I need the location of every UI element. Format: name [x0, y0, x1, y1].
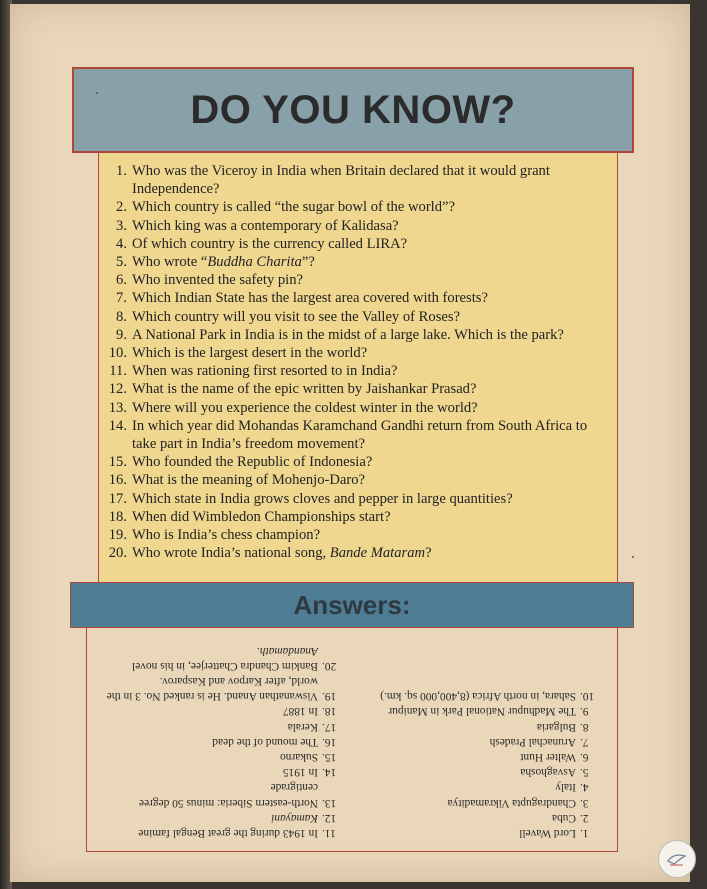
question-number: 10.: [108, 345, 127, 362]
answer-item: [362, 688, 598, 703]
question-number: 6.: [116, 272, 127, 289]
question-number: 9.: [116, 326, 127, 343]
answer-number: 15.: [322, 750, 337, 763]
answer-item: [104, 764, 340, 779]
answer-number: 11.: [322, 827, 336, 839]
answers-column-left: [362, 638, 598, 840]
question-item: [104, 544, 604, 562]
answer-text: Sahara, in north Africa (8,400,000 sq. km.): [380, 690, 576, 703]
answer-text: Bankim Chandra Chatterjee, in his novel: [131, 659, 318, 672]
bird-icon: [665, 847, 689, 871]
question-item: [104, 471, 604, 489]
trailing-text: ”?: [301, 254, 315, 271]
answer-number: 12.: [322, 811, 337, 824]
answer-number: 9.: [580, 705, 589, 718]
answer-item: [362, 718, 598, 733]
italic-title: Kamayani: [271, 811, 318, 824]
question-text: Which Indian State has the largest area covered with forests?: [132, 290, 488, 307]
question-text: Which country will you visit to see the Valley of Roses?: [132, 308, 461, 325]
answer-text: Cuba: [551, 811, 576, 824]
question-item: [104, 344, 604, 362]
question-item: [104, 235, 604, 253]
question-number: 3.: [116, 217, 127, 234]
question-text: Of which country is the currency called LIRA?: [132, 235, 408, 252]
question-text: Who is India’s chess champion?: [132, 527, 321, 544]
question-item: [104, 453, 604, 471]
question-item: [104, 198, 604, 216]
answer-number: 5.: [580, 766, 589, 779]
question-item: [104, 490, 604, 508]
answer-text: Lord Wavell: [519, 827, 576, 839]
answer-item: [362, 764, 598, 779]
question-item: [104, 271, 604, 289]
answer-text: The Madhupur National Park in Manipur: [388, 705, 576, 718]
question-number: 7.: [116, 290, 127, 307]
question-item: [104, 399, 604, 417]
question-text: When did Wimbledon Championships start?: [132, 508, 391, 525]
question-item: [104, 417, 604, 453]
answer-text: In 1915: [282, 766, 318, 779]
question-text: In which year did Mohandas Karamchand Gandhi return from South Africa to take part in India’s freedom movement?: [132, 417, 588, 453]
answer-item: [104, 810, 340, 825]
answer-text: The mound of the dead: [212, 735, 318, 748]
answer-text: Chandragupta Vikramaditya: [447, 796, 576, 809]
question-text: What is the name of the epic written by Jaishankar Prasad?: [132, 381, 477, 398]
answer-number: 4.: [580, 781, 589, 794]
answer-item: [362, 794, 598, 809]
answer-item: [104, 673, 340, 703]
question-number: 15.: [108, 454, 127, 471]
question-text: Which state in India grows cloves and pepper in large quantities?: [132, 490, 513, 507]
answers-upside-down: [86, 628, 618, 852]
answer-text: Viswanathan Anand. He is ranked No. 3 in the world, after Karpov and Kasparov.: [106, 674, 318, 703]
question-number: 19.: [108, 527, 127, 544]
answer-number: 7.: [580, 735, 589, 748]
question-item: [104, 362, 604, 380]
question-text: Who wrote India’s national song,: [132, 545, 330, 562]
answer-number: 18.: [322, 705, 337, 718]
answer-item: [104, 734, 340, 749]
page-title: DO YOU KNOW?: [190, 87, 516, 132]
question-text: Which king was a contemporary of Kalidasa?: [132, 217, 399, 234]
answer-item: [362, 825, 598, 840]
answer-number: 2.: [580, 811, 589, 824]
question-text: What is the meaning of Mohenjo-Daro?: [132, 472, 366, 489]
answer-item: [104, 642, 340, 672]
answer-text: In 1887: [282, 705, 318, 718]
answer-item: [362, 779, 598, 794]
question-item: [104, 217, 604, 235]
question-number: 17.: [108, 490, 127, 507]
question-text: Who wrote “: [132, 254, 208, 271]
answer-number: 13.: [322, 796, 337, 809]
answer-item: [362, 810, 598, 825]
answer-number: 17.: [322, 720, 337, 733]
question-item: [104, 380, 604, 398]
answer-text: In 1943 during the great Bengal famine: [138, 827, 318, 839]
answer-text: North-eastern Siberia: minus 50 degree centigrade: [138, 781, 318, 809]
italic-title: Anandamath: [259, 644, 318, 657]
question-number: 8.: [116, 308, 127, 325]
question-number: 13.: [108, 399, 127, 416]
question-text: Which is the largest desert in the world?: [132, 345, 368, 362]
answer-number: 19.: [322, 690, 337, 703]
question-number: 20.: [108, 545, 127, 562]
trailing-text: .: [256, 644, 260, 657]
question-number: 14.: [108, 417, 127, 434]
question-text: Who founded the Republic of Indonesia?: [132, 454, 373, 471]
italic-title: Bande Mataram: [329, 545, 426, 562]
italic-title: Buddha Charita: [207, 254, 302, 271]
answers-heading: Answers:: [293, 589, 411, 620]
question-text: Where will you experience the coldest winter in the world?: [132, 399, 478, 416]
question-item: [104, 508, 604, 526]
answer-text: Arunachal Pradesh: [489, 735, 576, 748]
question-item: [104, 526, 604, 544]
title-banner: [72, 67, 634, 153]
question-number: 12.: [108, 381, 127, 398]
answer-number: 6.: [580, 750, 589, 763]
answer-number: 1.: [580, 827, 589, 839]
question-text: When was rationing first resorted to in India?: [132, 363, 398, 380]
question-number: 2.: [116, 199, 127, 216]
answer-number: 16.: [322, 735, 337, 748]
answer-text: Bulgaria: [536, 720, 576, 733]
question-number: 1.: [116, 163, 127, 179]
question-number: 18.: [108, 508, 127, 525]
answers-column-right: [104, 638, 340, 840]
answer-text: Walter Hunt: [520, 750, 576, 763]
answer-text: Italy: [555, 781, 576, 794]
answer-item: [104, 779, 340, 809]
answer-number: 10.: [580, 690, 595, 703]
question-list: [104, 162, 604, 562]
print-speck: [96, 92, 98, 94]
answer-text: Kerala: [287, 720, 318, 733]
answer-item: [104, 825, 340, 840]
watermark-logo: [658, 840, 696, 878]
answer-text: Asvaghosha: [520, 766, 576, 779]
trailing-text: ?: [425, 545, 432, 562]
question-number: 4.: [116, 235, 127, 252]
question-text: Who invented the safety pin?: [132, 272, 304, 289]
question-item: [104, 308, 604, 326]
answer-item: [104, 703, 340, 718]
answer-item: [362, 734, 598, 749]
print-speck: [632, 556, 634, 558]
question-item: [104, 253, 604, 271]
question-text: A National Park in India is in the midst of a large lake. Which is the park?: [132, 326, 564, 343]
question-item: [104, 289, 604, 307]
question-number: 5.: [116, 254, 127, 271]
answer-number: 20.: [322, 659, 337, 672]
question-number: 16.: [108, 472, 127, 489]
answer-number: 14.: [322, 766, 337, 779]
answer-number: 3.: [580, 796, 589, 809]
answer-number: 8.: [580, 720, 589, 733]
answer-text: Sukarno: [280, 750, 318, 763]
answer-item: [104, 749, 340, 764]
question-text: Who was the Viceroy in India when Britain declared that it would grant Independence?: [132, 163, 550, 198]
question-text: Which country is called “the sugar bowl of the world”?: [132, 199, 455, 216]
question-item: [104, 162, 604, 198]
answers-banner: [70, 582, 634, 628]
question-item: [104, 326, 604, 344]
answer-item: [362, 703, 598, 718]
answer-item: [362, 749, 598, 764]
answer-item: [104, 718, 340, 733]
question-number: 11.: [109, 363, 127, 380]
